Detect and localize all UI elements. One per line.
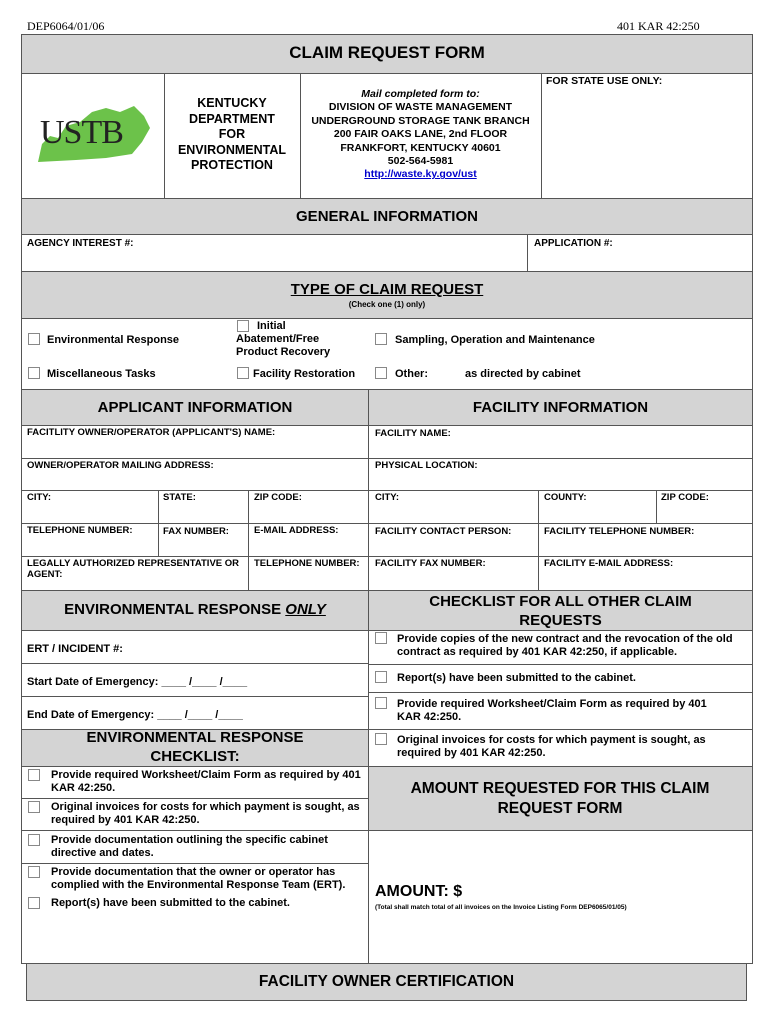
env-item5-checkbox[interactable] <box>28 897 40 909</box>
env-item4-checkbox[interactable] <box>28 866 40 878</box>
certification-title: FACILITY OWNER CERTIFICATION <box>258 973 515 990</box>
other-item3-checkbox[interactable] <box>375 697 387 709</box>
misc-tasks-label: Miscellaneous Tasks <box>47 368 156 380</box>
other-item3-text: Provide required Worksheet/Claim Form as required by 401 KAR 42:250. <box>397 698 707 723</box>
env-response-label: Environmental Response <box>47 334 180 346</box>
env-item5-text: Report(s) have been submitted to the cabinet. <box>51 897 290 909</box>
env-item1-text: Provide required Worksheet/Claim Form as required by 401 KAR 42:250. <box>51 769 361 794</box>
env-item3-checkbox[interactable] <box>28 834 40 846</box>
amount-title: AMOUNT REQUESTED FOR THIS CLAIM REQUEST FORM <box>410 780 710 817</box>
representative-field[interactable]: LEGALLY AUTHORIZED REPRESENTATIVE OR AGENT: <box>27 558 240 580</box>
end-date-field[interactable]: End Date of Emergency: ____ /____ /____ <box>27 709 243 721</box>
other-item2-text: Report(s) have been submitted to the cabinet. <box>397 672 636 684</box>
page-title: CLAIM REQUEST FORM <box>289 43 485 62</box>
amount-field[interactable]: AMOUNT: $ <box>375 883 463 900</box>
state-use-label: FOR STATE USE ONLY: <box>546 75 663 87</box>
facility-fax-field[interactable]: FACILITY FAX NUMBER: <box>375 558 486 569</box>
facility-zip-field[interactable]: ZIP CODE: <box>661 492 709 503</box>
env-item3-text: Provide documentation outlining the specific cabinet directive and dates. <box>51 834 328 859</box>
env-only-title: ENVIRONMENTAL RESPONSE ONLY <box>64 601 326 618</box>
other-checklist-title: CHECKLIST FOR ALL OTHER CLAIM REQUESTS <box>429 593 692 629</box>
other-note: as directed by cabinet <box>465 368 581 380</box>
regulation-reference: 401 KAR 42:250 <box>617 19 700 33</box>
other-checkbox[interactable] <box>375 367 387 379</box>
form-code: DEP6064/01/06 <box>27 19 105 33</box>
start-date-field[interactable]: Start Date of Emergency: ____ /____ /____ <box>27 676 248 688</box>
misc-tasks-checkbox[interactable] <box>28 367 40 379</box>
applicant-fax-field[interactable]: FAX NUMBER: <box>163 526 229 537</box>
env-item4-text: Provide documentation that the owner or operator has complied with the Environmental Response Team (ERT). <box>51 866 346 891</box>
sampling-label: Sampling, Operation and Maintenance <box>395 334 595 346</box>
application-number-field[interactable]: APPLICATION #: <box>534 238 613 249</box>
physical-location-field[interactable]: PHYSICAL LOCATION: <box>375 460 478 471</box>
applicant-email-field[interactable]: E-MAIL ADDRESS: <box>254 525 339 536</box>
env-response-checkbox[interactable] <box>28 333 40 345</box>
mailing-address-field[interactable]: OWNER/OPERATOR MAILING ADDRESS: <box>27 460 214 471</box>
facility-restoration-label: Facility Restoration <box>253 368 356 380</box>
env-item2-checkbox[interactable] <box>28 801 40 813</box>
facility-phone-field[interactable]: FACILITY TELEPHONE NUMBER: <box>544 526 695 537</box>
website-link[interactable]: http://waste.ky.gov/ust <box>364 168 477 181</box>
ert-incident-field[interactable]: ERT / INCIDENT #: <box>27 643 123 655</box>
other-item4-checkbox[interactable] <box>375 733 387 745</box>
amount-note: (Total shall match total of all invoices on the Invoice Listing Form DEP6065/01/05) <box>375 904 627 911</box>
sampling-checkbox[interactable] <box>375 333 387 345</box>
facility-email-field[interactable]: FACILITY E-MAIL ADDRESS: <box>544 558 674 569</box>
facility-city-field[interactable]: CITY: <box>375 492 400 503</box>
claim-type-subtitle: (Check one (1) only) <box>348 300 426 309</box>
env-item2-text: Original invoices for costs for which payment is sought, as required by 401 KAR 42:250. <box>51 801 360 826</box>
facility-name-field[interactable]: FACILITY NAME: <box>375 428 451 439</box>
owner-name-field[interactable]: FACITLITY OWNER/OPERATOR (APPLICANT'S) NAME: <box>27 427 276 438</box>
facility-county-field[interactable]: COUNTY: <box>544 492 587 503</box>
agency-interest-field[interactable]: AGENCY INTEREST #: <box>27 238 134 249</box>
agency-name: KENTUCKY DEPARTMENT FOR ENVIRONMENTAL PROTECTION <box>177 96 287 172</box>
ustb-logo <box>36 104 154 164</box>
mailing-address: Mail completed form to: DIVISION OF WASTE MANAGEMENT UNDERGROUND STORAGE TANK BRANCH 200 FAIR OAKS LANE, 2nd FLOOR FRANKFORT, KENTUCKY 40601 502-564-5981 http://waste.ky.gov/ust <box>300 88 541 182</box>
other-item1-checkbox[interactable] <box>375 632 387 644</box>
representative-phone-field[interactable]: TELEPHONE NUMBER: <box>254 558 360 569</box>
other-label: Other: <box>395 368 428 380</box>
claim-type-title: TYPE OF CLAIM REQUEST <box>290 281 484 298</box>
applicant-phone-field[interactable]: TELEPHONE NUMBER: <box>27 525 133 536</box>
other-item2-checkbox[interactable] <box>375 671 387 683</box>
logo-text: USTB <box>40 114 123 151</box>
env-item1-checkbox[interactable] <box>28 769 40 781</box>
applicant-city-field[interactable]: CITY: <box>27 492 52 503</box>
initial-abatement-label: Initial Abatement/Free Product Recovery <box>236 320 331 358</box>
env-checklist-title: ENVIRONMENTAL RESPONSE CHECKLIST: <box>86 729 304 765</box>
applicant-state-field[interactable]: STATE: <box>163 492 196 503</box>
other-item4-text: Original invoices for costs for which payment is sought, as required by 401 KAR 42:250. <box>397 734 706 759</box>
applicant-zip-field[interactable]: ZIP CODE: <box>254 492 302 503</box>
facility-title: FACILITY INFORMATION <box>472 399 649 416</box>
facility-restoration-checkbox[interactable] <box>237 367 249 379</box>
general-info-title: GENERAL INFORMATION <box>296 208 478 225</box>
applicant-title: APPLICANT INFORMATION <box>97 399 293 416</box>
other-item1-text: Provide copies of the new contract and the revocation of the old contract as required by 401 KAR 42:250, if applicable. <box>397 633 733 658</box>
facility-contact-field[interactable]: FACILITY CONTACT PERSON: <box>375 526 512 537</box>
